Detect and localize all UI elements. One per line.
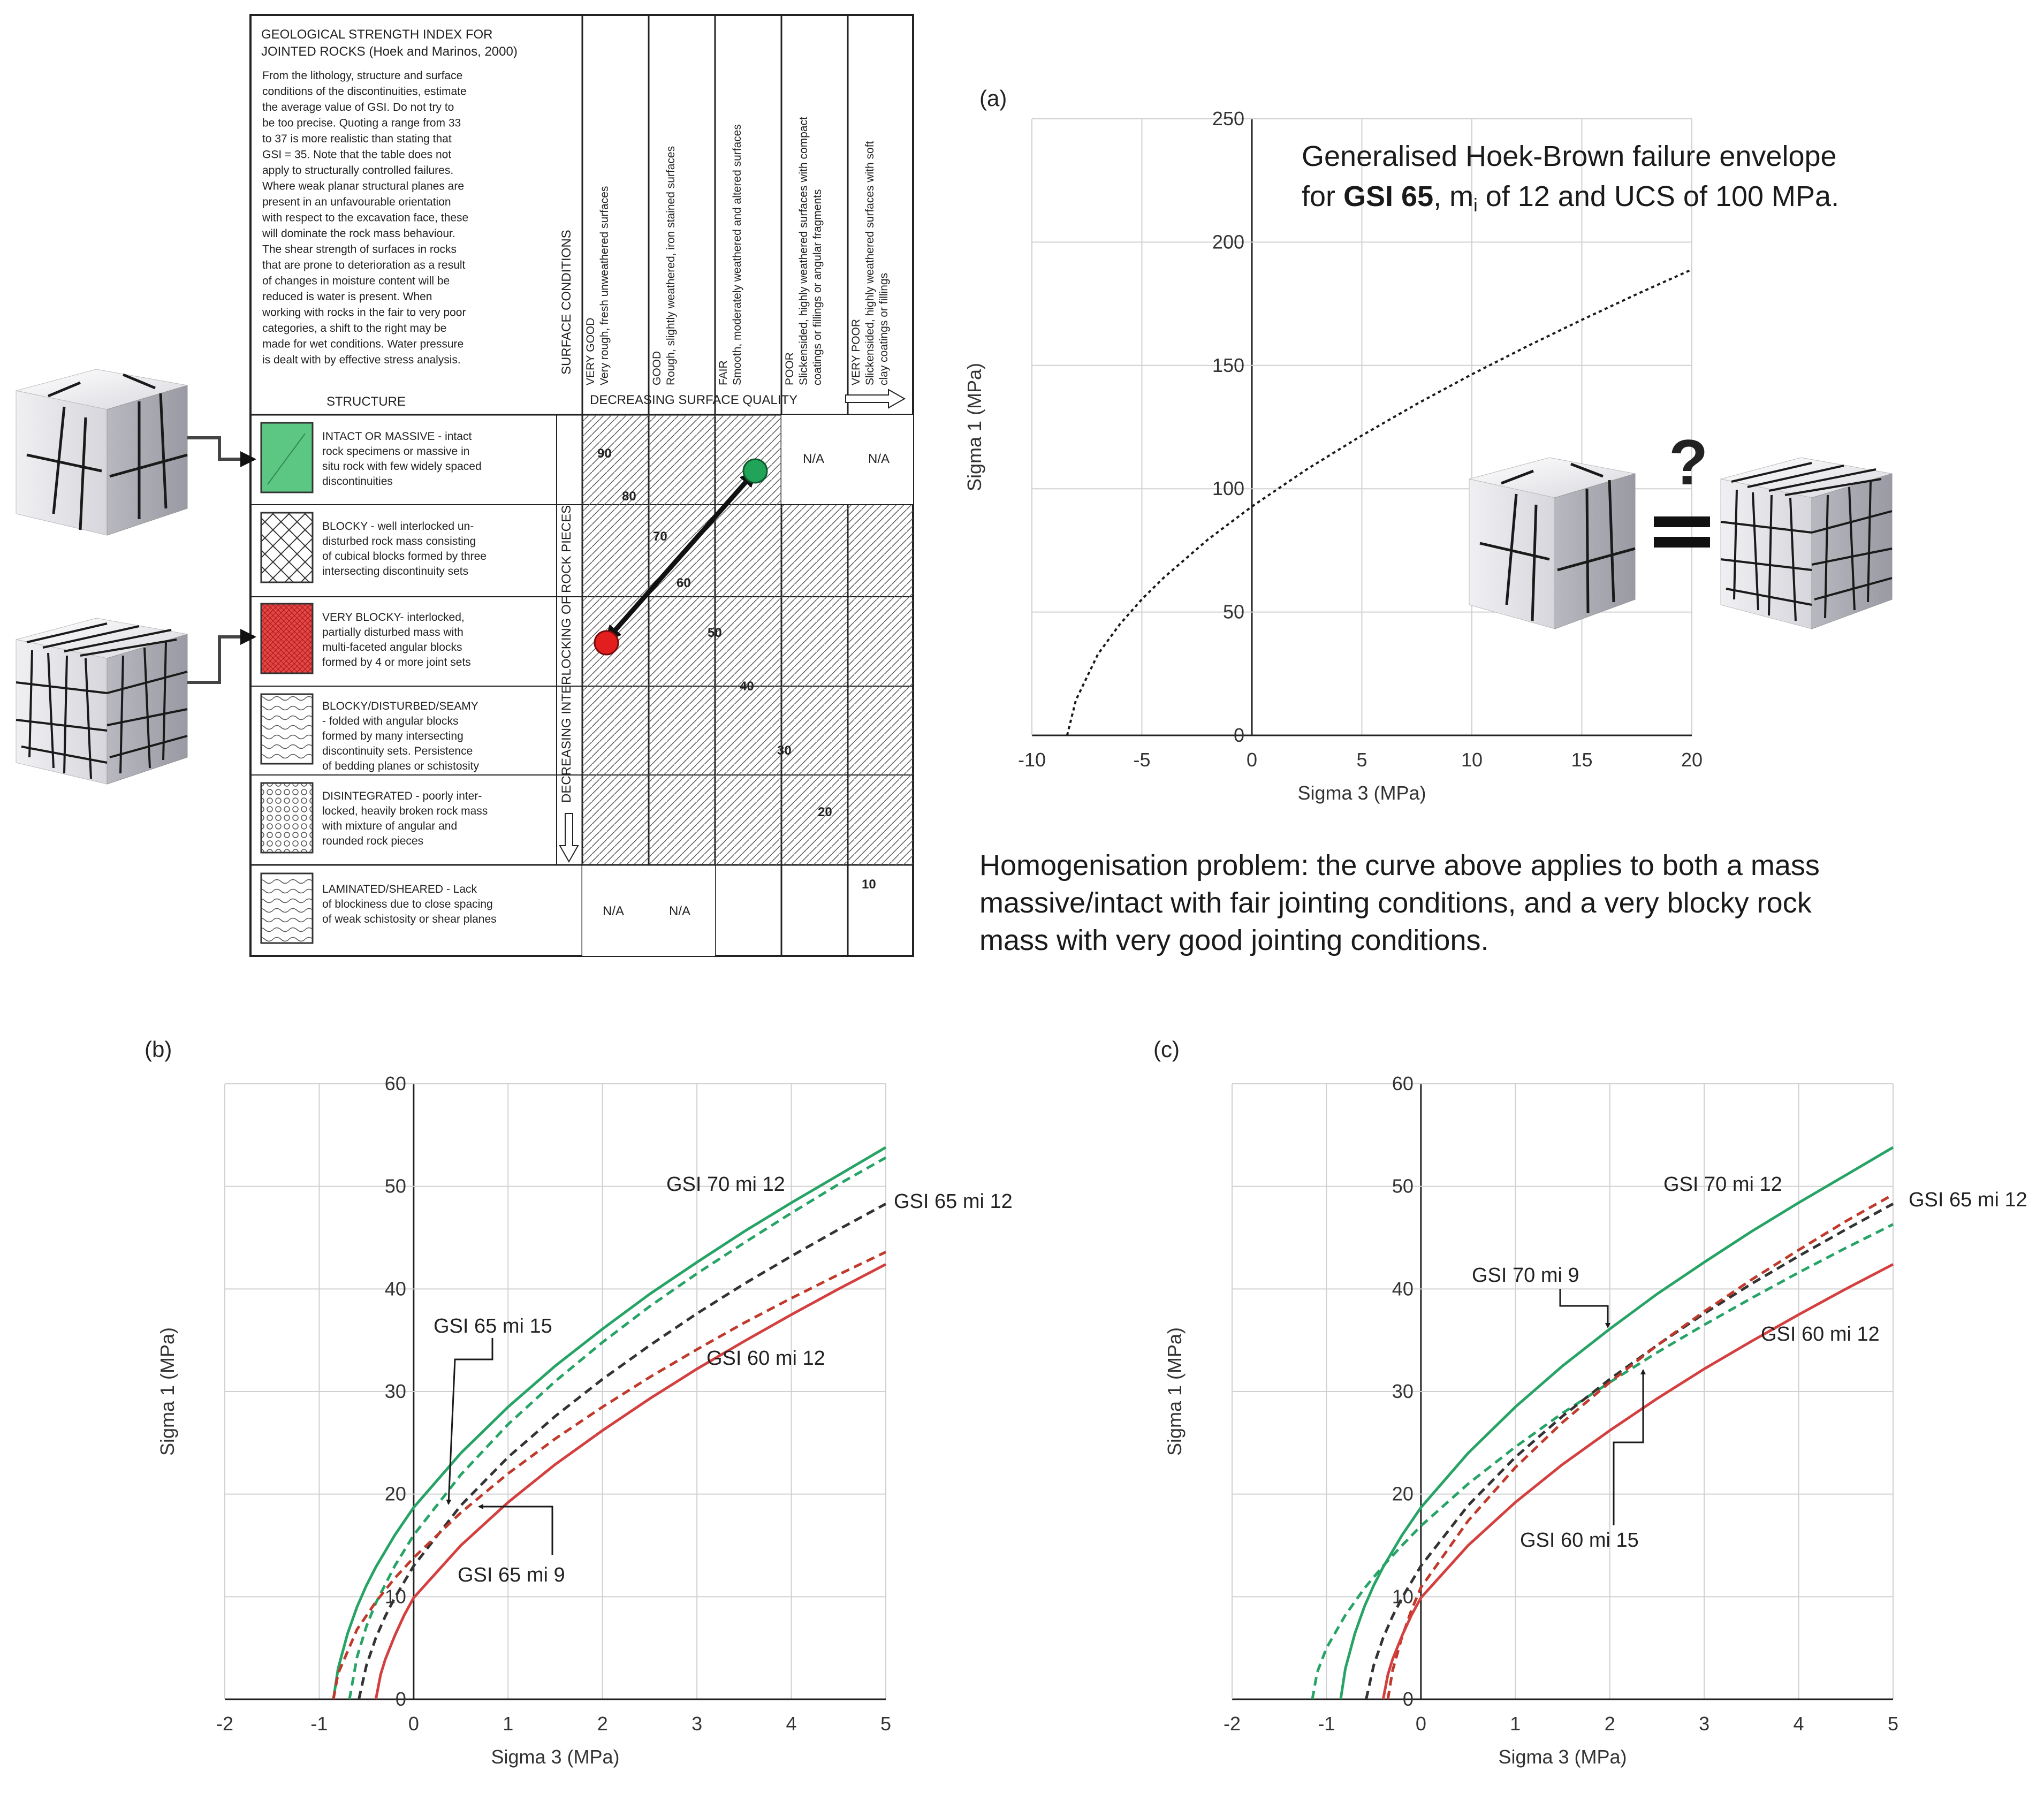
surface-column-desc: clay coatings or fillings xyxy=(878,272,890,385)
gsi-intro-line: categories, a shift to the right may be xyxy=(262,322,447,335)
gsi-title-line-2: JOINTED ROCKS (Hoek and Marinos, 2000) xyxy=(261,44,518,59)
series-line xyxy=(1366,1204,1894,1699)
y-tick-label: 0 xyxy=(1402,1688,1414,1710)
gsi-contour-label: 20 xyxy=(818,805,832,819)
series-annotation: GSI 60 mi 15 xyxy=(1520,1529,1639,1552)
y-axis-title: Sigma 1 (MPa) xyxy=(963,362,985,492)
x-tick-label: 20 xyxy=(1681,749,1703,771)
cube-intact-left xyxy=(16,369,187,535)
caption-sub: i xyxy=(1473,195,1478,216)
caption-m: , m xyxy=(1433,180,1474,212)
series-annotation: GSI 65 mi 12 xyxy=(894,1190,1013,1213)
x-tick-label: 3 xyxy=(692,1713,703,1735)
series-line xyxy=(333,1147,886,1699)
question-mark: ? xyxy=(1669,427,1708,498)
x-tick-label: -2 xyxy=(216,1713,234,1735)
cube-blocky-right xyxy=(1721,458,1892,629)
y-axis-title: Sigma 1 (MPa) xyxy=(1164,1327,1186,1456)
y-tick-label: 150 xyxy=(1212,354,1244,376)
x-tick-label: -1 xyxy=(1318,1713,1335,1735)
laminated-swatch xyxy=(261,873,313,943)
gsi-intro-line: conditions of the discontinuities, estimate xyxy=(262,85,467,98)
structure-row-line: partially disturbed mass with xyxy=(322,626,463,638)
surface-column-desc: Very rough, fresh unweathered surfaces xyxy=(598,186,611,385)
x-tick-label: 4 xyxy=(786,1713,797,1735)
gsi-title-line-1: GEOLOGICAL STRENGTH INDEX FOR xyxy=(261,27,493,42)
gsi-contour-label: 70 xyxy=(653,529,667,544)
x-tick-label: 5 xyxy=(880,1713,892,1735)
structure-row-line: of blockiness due to close spacing xyxy=(322,898,493,910)
gsi-intro-line: reduced is water is present. When xyxy=(262,291,432,303)
gsi-contour-label: 80 xyxy=(622,489,636,504)
y-tick-label: 0 xyxy=(395,1688,406,1710)
structure-row-line: VERY BLOCKY- interlocked, xyxy=(322,611,465,624)
y-tick-label: 50 xyxy=(1392,1175,1414,1197)
gsi-intro-line: is dealt with by effective stress analysis. xyxy=(262,354,461,366)
series-line xyxy=(333,1252,886,1699)
surface-column-desc: Smooth, moderately weathered and altered surfaces xyxy=(731,124,743,385)
y-tick-label: 60 xyxy=(384,1073,406,1094)
annotation-arrow xyxy=(479,1507,552,1555)
y-tick-label: 100 xyxy=(1212,477,1244,500)
series-annotation: GSI 60 mi 12 xyxy=(1761,1323,1880,1346)
y-tick-label: 0 xyxy=(1233,724,1244,746)
y-tick-label: 10 xyxy=(384,1585,406,1608)
gsi-intro-line: The shear strength of surfaces in rocks xyxy=(262,243,457,256)
series-line xyxy=(1341,1147,1893,1699)
annotation-arrow xyxy=(1614,1370,1643,1525)
y-tick-label: 10 xyxy=(1392,1585,1414,1608)
structure-header: STRUCTURE xyxy=(326,394,406,409)
gsi-contour-label: 40 xyxy=(740,679,754,694)
x-tick-label: 2 xyxy=(1604,1713,1615,1735)
structure-row-line: intersecting discontinuity sets xyxy=(322,565,469,577)
surface-column-name: VERY POOR xyxy=(850,318,862,385)
y-axis-title: Sigma 1 (MPa) xyxy=(156,1327,178,1456)
x-axis-title: Sigma 3 (MPa) xyxy=(491,1746,620,1768)
x-tick-label: 10 xyxy=(1461,749,1483,771)
gsi-intro-line: that are prone to deterioration as a result xyxy=(262,259,466,271)
x-tick-label: 5 xyxy=(1356,749,1367,771)
structure-row-line: of cubical blocks formed by three xyxy=(322,550,487,562)
gsi-intro-line: From the lithology, structure and surface xyxy=(262,70,463,82)
gsi-intro-line: of changes in moisture content will be xyxy=(262,275,450,287)
green-marker xyxy=(743,459,767,483)
panel-a-caption-line-1: Generalised Hoek-Brown failure envelope xyxy=(1302,140,1837,172)
na-verypoor-intact: N/A xyxy=(868,452,890,466)
panel-b-letter: (b) xyxy=(145,1037,172,1062)
x-tick-label: 15 xyxy=(1571,749,1593,771)
x-axis-title: Sigma 3 (MPa) xyxy=(1297,782,1426,804)
surface-column-name: GOOD xyxy=(651,351,663,385)
y-tick-label: 250 xyxy=(1212,108,1244,130)
gsi-intro-line: made for wet conditions. Water pressure xyxy=(262,338,464,351)
gsi-intro-line: apply to structurally controlled failures. xyxy=(262,164,454,177)
y-tick-label: 20 xyxy=(1392,1483,1414,1505)
gsi-intro-line: Where weak planar structural planes are xyxy=(262,180,465,193)
caption-bold: GSI 65 xyxy=(1343,180,1434,212)
structure-row-line: formed by 4 or more joint sets xyxy=(322,656,471,668)
structure-row-line: BLOCKY/DISTURBED/SEAMY xyxy=(322,700,478,712)
chart-b xyxy=(156,1073,1013,1768)
chart-c xyxy=(1164,1073,2027,1768)
gsi-contour-label: 50 xyxy=(708,626,722,640)
veryblocky-swatch xyxy=(261,604,313,673)
structure-row-line: with mixture of angular and xyxy=(322,820,458,832)
y-tick-label: 40 xyxy=(384,1278,406,1300)
structure-row-line: disturbed rock mass consisting xyxy=(322,535,476,548)
x-tick-label: 1 xyxy=(1510,1713,1521,1735)
gsi-intro-line: the average value of GSI. Do not try to xyxy=(262,101,454,113)
surface-column-desc: Slickensided, highly weathered surfaces with soft xyxy=(864,141,876,385)
y-tick-label: 20 xyxy=(384,1483,406,1505)
panel-c-letter: (c) xyxy=(1153,1037,1180,1062)
gsi-intro-line: GSI = 35. Note that the table does not xyxy=(262,148,452,161)
gsi-contour-label: 30 xyxy=(777,743,792,758)
x-tick-label: 3 xyxy=(1699,1713,1710,1735)
series-annotation: GSI 60 mi 12 xyxy=(706,1347,825,1370)
series-line xyxy=(349,1158,886,1699)
structure-row-line: of bedding planes or schistosity xyxy=(322,760,480,772)
structure-row-line: discontinuities xyxy=(322,475,393,488)
homogenisation-line-3: mass with very good jointing conditions. xyxy=(979,924,1489,956)
panel-c xyxy=(1153,1037,2027,1768)
structure-row-line: formed by many intersecting xyxy=(322,730,463,742)
na-poor-intact: N/A xyxy=(803,452,825,466)
homogenisation-line-1: Homogenisation problem: the curve above applies to both a mass xyxy=(979,849,1820,881)
gsi-intro-line: be too precise. Quoting a range from 33 xyxy=(262,117,461,130)
gsi-table xyxy=(250,15,913,956)
gsi-contour-label: 60 xyxy=(677,576,691,590)
structure-row-line: INTACT OR MASSIVE - intact xyxy=(322,430,472,443)
cube-intact-right xyxy=(1469,458,1635,629)
na-good-laminated: N/A xyxy=(669,904,691,918)
surface-conditions-header: SURFACE CONDITIONS xyxy=(559,230,574,375)
equals-bar-bottom xyxy=(1654,537,1710,548)
x-tick-label: -2 xyxy=(1223,1713,1241,1735)
y-tick-label: 50 xyxy=(384,1175,406,1197)
decreasing-surface-quality: DECREASING SURFACE QUALITY xyxy=(590,393,798,407)
cube-blocky-left xyxy=(16,618,187,784)
gsi-contour-label: 90 xyxy=(597,446,612,461)
x-tick-label: -10 xyxy=(1017,749,1046,771)
structure-row-line: LAMINATED/SHEARED - Lack xyxy=(322,883,477,895)
x-axis-title: Sigma 3 (MPa) xyxy=(1498,1746,1627,1768)
structure-row-line: discontinuity sets. Persistence xyxy=(322,745,473,757)
y-tick-label: 60 xyxy=(1392,1073,1414,1094)
series-annotation: GSI 70 mi 9 xyxy=(1472,1264,1579,1287)
series-annotation: GSI 65 mi 15 xyxy=(434,1315,552,1337)
red-marker xyxy=(595,631,618,655)
surface-column-name: POOR xyxy=(784,352,796,385)
x-tick-label: 4 xyxy=(1793,1713,1804,1735)
blocky-swatch xyxy=(261,513,313,582)
series-annotation: GSI 65 mi 9 xyxy=(458,1564,565,1586)
y-tick-label: 30 xyxy=(384,1380,406,1402)
caption-rest: of 12 and UCS of 100 MPa. xyxy=(1477,180,1840,212)
arrow-blocky-to-table xyxy=(187,637,254,682)
structure-row-line: DISINTEGRATED - poorly inter- xyxy=(322,790,482,802)
gsi-intro-line: working with rocks in the fair to very poor xyxy=(262,306,466,319)
x-tick-label: 0 xyxy=(1415,1713,1426,1735)
series-line xyxy=(359,1204,886,1699)
x-tick-label: 2 xyxy=(597,1713,608,1735)
annotation-arrow xyxy=(1560,1289,1608,1327)
gsi-contour-label: 10 xyxy=(862,877,876,892)
structure-row-line: - folded with angular blocks xyxy=(322,715,459,727)
structure-row-line: of weak schistosity or shear planes xyxy=(322,913,497,925)
surface-column-desc: Rough, slightly weathered, iron stained surfaces xyxy=(665,146,677,385)
structure-row-line: locked, heavily broken rock mass xyxy=(322,805,488,817)
x-tick-label: 5 xyxy=(1887,1713,1899,1735)
gsi-intro-line: will dominate the rock mass behaviour. xyxy=(262,227,455,240)
panel-b xyxy=(145,1037,1013,1768)
series-annotation: GSI 65 mi 12 xyxy=(1909,1189,2027,1211)
x-tick-label: -5 xyxy=(1133,749,1151,771)
panel-a xyxy=(963,86,1892,956)
surface-column-name: FAIR xyxy=(717,360,730,385)
na-verygood-laminated: N/A xyxy=(603,904,625,918)
structure-row-line: BLOCKY - well interlocked un- xyxy=(322,520,474,533)
equals-bar-top xyxy=(1654,516,1710,527)
x-tick-label: 0 xyxy=(408,1713,419,1735)
gsi-intro-line: to 37 is more realistic than stating that xyxy=(262,133,452,145)
caption-prefix: for xyxy=(1302,180,1344,212)
panel-a-caption-line-2 xyxy=(1302,180,1839,216)
series-annotation: GSI 70 mi 12 xyxy=(1663,1173,1782,1196)
gsi-intro-line: with respect to the excavation face, these xyxy=(262,211,469,224)
structure-row-line: rock specimens or massive in xyxy=(322,445,470,458)
series-line xyxy=(1388,1195,1893,1699)
surface-column-desc: coatings or fillings or angular fragments xyxy=(811,189,824,385)
surface-column-name: VERY GOOD xyxy=(584,317,597,385)
arrow-intact-to-table xyxy=(187,438,254,459)
x-tick-label: 0 xyxy=(1246,749,1258,771)
series-annotation: GSI 70 mi 12 xyxy=(666,1173,785,1196)
x-tick-label: -1 xyxy=(310,1713,328,1735)
disintegrated-swatch xyxy=(261,783,313,853)
gsi-intro-line: present in an unfavourable orientation xyxy=(262,196,451,208)
x-tick-label: 1 xyxy=(503,1713,514,1735)
y-tick-label: 30 xyxy=(1392,1380,1414,1402)
y-tick-label: 200 xyxy=(1212,231,1244,253)
structure-row-line: rounded rock pieces xyxy=(322,835,424,847)
surface-column-desc: Slickensided, highly weathered surfaces with compact xyxy=(797,117,810,385)
structure-row-line: multi-faceted angular blocks xyxy=(322,641,462,653)
y-tick-label: 40 xyxy=(1392,1278,1414,1300)
decreasing-interlocking: DECREASING INTERLOCKING OF ROCK PIECES xyxy=(559,505,574,803)
homogenisation-line-2: massive/intact with fair jointing conditions, and a very blocky rock xyxy=(979,887,1812,919)
y-tick-label: 50 xyxy=(1222,600,1244,623)
panel-a-letter: (a) xyxy=(979,86,1007,111)
structure-row-line: situ rock with few widely spaced xyxy=(322,460,482,473)
disturbed-swatch xyxy=(261,694,313,764)
